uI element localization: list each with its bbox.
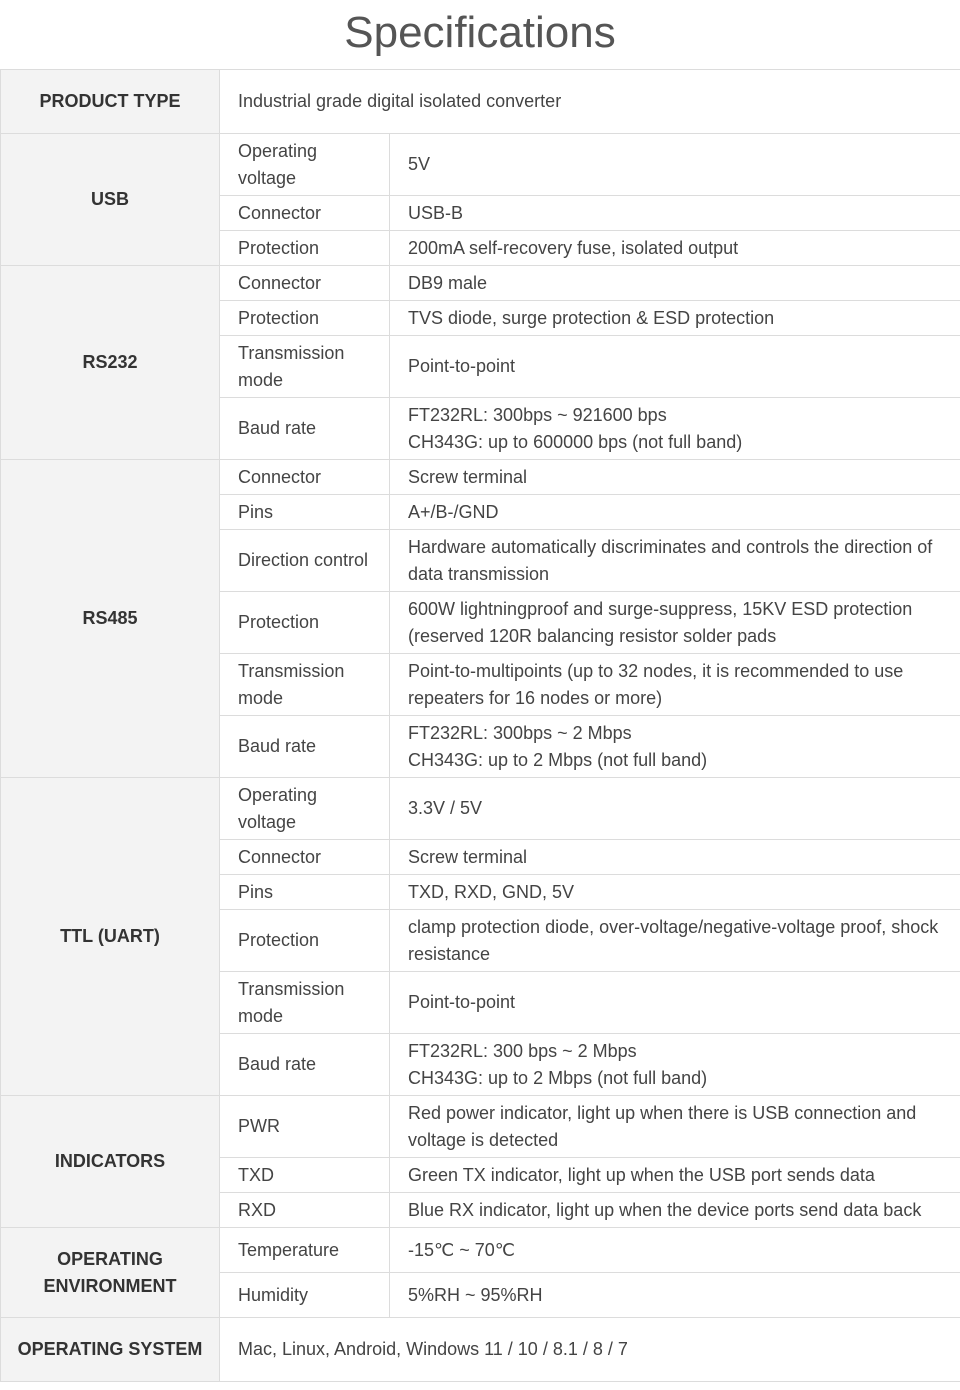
spec-key: Protection: [220, 301, 390, 336]
spec-table: [0, 69, 960, 1382]
spec-value: Hardware automatically discriminates and controls the direction of data transmission: [390, 530, 960, 592]
spec-key: Operating voltage: [220, 778, 390, 840]
spec-key: Baud rate: [220, 1034, 390, 1096]
spec-value: Point-to-point: [390, 972, 960, 1034]
product-type-value: Industrial grade digital isolated converter: [220, 70, 960, 134]
spec-key: Connector: [220, 460, 390, 495]
section-label-os: OPERATING SYSTEM: [1, 1318, 220, 1382]
section-label-product-type: PRODUCT TYPE: [1, 70, 220, 134]
spec-value-multiline: [390, 1034, 960, 1096]
spec-value-line-1: FT232RL: 300bps ~ 921600 bps: [408, 404, 667, 425]
section-label-usb: USB: [1, 134, 220, 266]
table-row: [1, 266, 960, 301]
spec-key: Connector: [220, 196, 390, 231]
spec-value: TVS diode, surge protection & ESD protection: [390, 301, 960, 336]
spec-key: Transmission mode: [220, 654, 390, 716]
spec-key: Baud rate: [220, 716, 390, 778]
spec-key: Pins: [220, 875, 390, 910]
spec-key: Protection: [220, 592, 390, 654]
spec-value-line-2: CH343G: up to 2 Mbps (not full band): [408, 1067, 708, 1088]
spec-key: Protection: [220, 231, 390, 266]
spec-key: Pins: [220, 495, 390, 530]
spec-value: TXD, RXD, GND, 5V: [390, 875, 960, 910]
spec-key: Protection: [220, 910, 390, 972]
spec-value: Red power indicator, light up when there is USB connection and voltage is detected: [390, 1096, 960, 1158]
table-row: [1, 460, 960, 495]
spec-value: 3.3V / 5V: [390, 778, 960, 840]
spec-value: DB9 male: [390, 266, 960, 301]
spec-value-line-2: CH343G: up to 600000 bps (not full band): [408, 431, 743, 452]
section-label-ttl: TTL (UART): [1, 778, 220, 1096]
spec-value: 200mA self-recovery fuse, isolated output: [390, 231, 960, 266]
row-product-type: [1, 70, 960, 134]
spec-key: Operating voltage: [220, 134, 390, 196]
spec-key: Baud rate: [220, 398, 390, 460]
spec-value: Screw terminal: [390, 840, 960, 875]
spec-value: -15℃ ~ 70℃: [390, 1228, 960, 1273]
spec-key: TXD: [220, 1158, 390, 1193]
spec-key: PWR: [220, 1096, 390, 1158]
os-value: Mac, Linux, Android, Windows 11 / 10 / 8.1 / 8 / 7: [220, 1318, 960, 1382]
spec-key: Humidity: [220, 1273, 390, 1318]
spec-value: A+/B-/GND: [390, 495, 960, 530]
spec-value: Point-to-multipoints (up to 32 nodes, it is recommended to use repeaters for 16 nodes or more): [390, 654, 960, 716]
spec-value: Point-to-point: [390, 336, 960, 398]
section-label-environment: OPERATING ENVIRONMENT: [1, 1228, 220, 1318]
spec-value-line-1: FT232RL: 300 bps ~ 2 Mbps: [408, 1040, 637, 1061]
table-row: [1, 778, 960, 840]
spec-key: RXD: [220, 1193, 390, 1228]
table-row: [1, 134, 960, 196]
spec-value: Screw terminal: [390, 460, 960, 495]
row-operating-system: [1, 1318, 960, 1382]
spec-value-line-2: CH343G: up to 2 Mbps (not full band): [408, 749, 708, 770]
table-row: [1, 1096, 960, 1158]
section-label-rs232: RS232: [1, 266, 220, 460]
spec-value: Green TX indicator, light up when the USB port sends data: [390, 1158, 960, 1193]
spec-value: 5V: [390, 134, 960, 196]
spec-value: USB-B: [390, 196, 960, 231]
spec-key: Temperature: [220, 1228, 390, 1273]
spec-value: 600W lightningproof and surge-suppress, 15KV ESD protection (reserved 120R balancing resistor solder pads: [390, 592, 960, 654]
spec-value: 5%RH ~ 95%RH: [390, 1273, 960, 1318]
spec-key: Transmission mode: [220, 336, 390, 398]
section-label-indicators: INDICATORS: [1, 1096, 220, 1228]
spec-value-line-1: FT232RL: 300bps ~ 2 Mbps: [408, 722, 632, 743]
spec-key: Transmission mode: [220, 972, 390, 1034]
page-title: Specifications: [344, 8, 616, 57]
spec-value: Blue RX indicator, light up when the device ports send data back: [390, 1193, 960, 1228]
spec-key: Connector: [220, 266, 390, 301]
spec-key: Direction control: [220, 530, 390, 592]
spec-key: Connector: [220, 840, 390, 875]
spec-value: clamp protection diode, over-voltage/negative-voltage proof, shock resistance: [390, 910, 960, 972]
section-label-rs485: RS485: [1, 460, 220, 778]
spec-value-multiline: [390, 398, 960, 460]
spec-value-multiline: [390, 716, 960, 778]
table-row: [1, 1228, 960, 1273]
